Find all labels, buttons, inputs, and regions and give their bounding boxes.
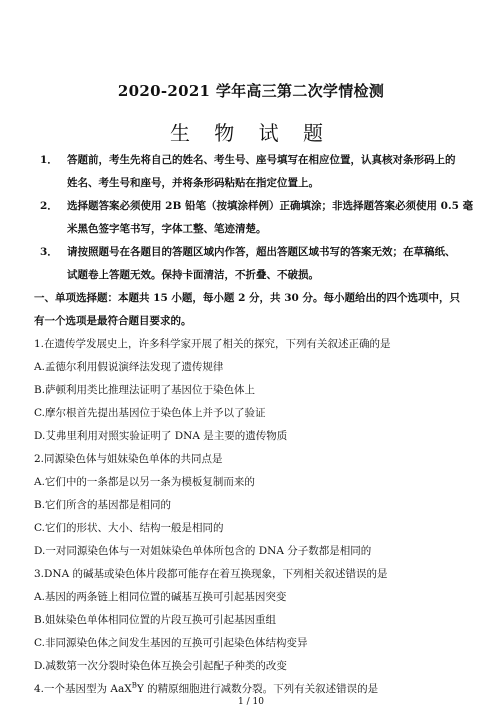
instruction-text: 姓名、考生号和座号，并将条形码粘贴在指定位置上。 <box>67 177 319 189</box>
option-text: D.一对同源染色体与一对姐妹染色单体所包含的 DNA 分子数都是相同的 <box>34 545 372 557</box>
instruction-text: 试题卷上答题无效。保持卡面清洁，不折叠、不破损。 <box>67 269 319 281</box>
instruction-number: 3． <box>40 246 58 258</box>
question-4-superscript: B <box>131 681 137 690</box>
option-text: A.孟德尔利用假说演绎法发现了遗传规律 <box>34 361 224 373</box>
section-heading-line: 一、单项选择题：本题共 15 小题，每小题 2 分，共 30 分。每小题给出的四个选项中，只 <box>34 292 460 304</box>
question-4-post: Y 的精原细胞进行减数分裂。下列有关叙述错误的是 <box>136 683 379 695</box>
option-text: C.摩尔根首先提出基因位于染色体上并予以了验证 <box>34 407 266 419</box>
question-stem: 3.DNA 的碱基或染色体片段都可能存在着互换现象，下列相关叙述错误的是 <box>34 568 388 580</box>
page-title: 2020-2021 学年高三第二次学情检测 <box>117 82 385 100</box>
question-4-pre: 4.一个基因型为 AaX <box>34 683 132 695</box>
option-text: B.姐妹染色单体相同位置的片段互换可引起基因重组 <box>34 614 277 626</box>
option-text: C.它们的形状、大小、结构一般是相同的 <box>34 522 224 534</box>
question-stem: 2.同源染色体与姐妹染色单体的共同点是 <box>34 453 223 465</box>
instruction-text: 答题前，考生先将自己的姓名、考生号、座号填写在相应位置，认真核对条形码上的 <box>67 154 456 166</box>
question-stem <box>34 682 378 696</box>
option-text: C.非同源染色体之间发生基因的互换可引起染色体结构变异 <box>34 637 308 649</box>
option-text: D.艾弗里利用对照实验证明了 DNA 是主要的遗传物质 <box>34 430 288 442</box>
option-text: B.它们所含的基因都是相同的 <box>34 499 172 511</box>
option-text: D.减数第一次分裂时染色体互换会引起配子种类的改变 <box>34 660 287 672</box>
option-text: A.基因的两条链上相同位置的碱基互换可引起基因突变 <box>34 591 287 603</box>
instruction-text: 请按照题号在各题目的答题区域内作答，超出答题区域书写的答案无效；在草稿纸、 <box>67 246 456 258</box>
subject-title: 生 物 试 题 <box>169 121 333 145</box>
page-number: 1 / 10 <box>238 697 264 707</box>
instruction-number: 2． <box>40 200 58 212</box>
instruction-number: 1． <box>40 154 58 166</box>
instruction-text: 米黑色签字笔书写，字体工整、笔迹清楚。 <box>67 223 267 235</box>
question-stem: 1.在遗传学发展史上，许多科学家开展了相关的探究，下列有关叙述正确的是 <box>34 338 391 350</box>
instruction-text: 选择题答案必须使用 2B 铅笔（按填涂样例）正确填涂；非选择题答案必须使用 0.5 毫 <box>67 200 474 212</box>
option-text: B.萨顿利用类比推理法证明了基因位于染色体上 <box>34 384 256 396</box>
option-text: A.它们中的一条都是以另一条为模板复制而来的 <box>34 476 255 488</box>
section-heading-line: 有一个选项是最符合题目要求的。 <box>34 315 192 327</box>
